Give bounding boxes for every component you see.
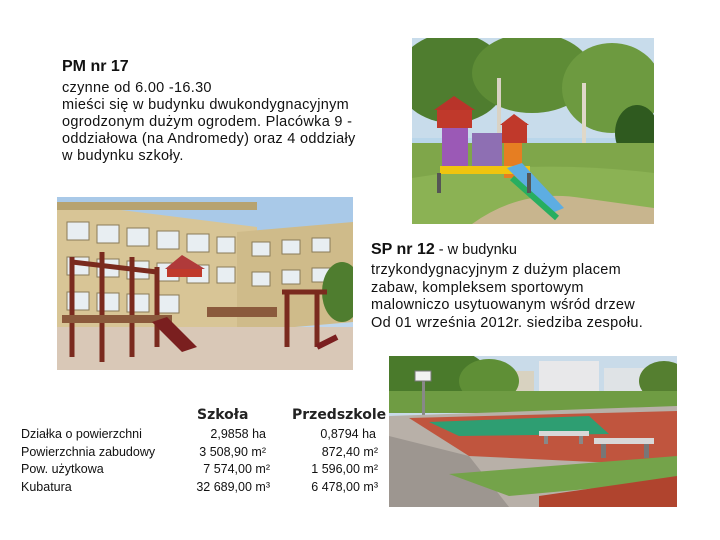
pm-line: w budynku szkoły. bbox=[62, 148, 184, 164]
sp-line: malowniczo usytuowanym wśród drzew bbox=[371, 297, 636, 313]
pm-description bbox=[62, 80, 356, 165]
school-value: 2,9858 ha bbox=[210, 427, 266, 441]
pm-line: oddziałowa (na Andromedy) oraz 4 oddziały bbox=[62, 131, 356, 147]
preschool-value: 1 596,00 m² bbox=[311, 462, 378, 476]
row-label: Działka o powierzchni bbox=[21, 427, 142, 441]
sp-title: SP nr 12 bbox=[371, 241, 435, 258]
pm-line: ogrodzonym dużym ogrodem. Placówka 9 - bbox=[62, 114, 353, 130]
pm-line: mieści się w budynku dwukondygnacyjnym bbox=[62, 97, 350, 113]
kindergarten-playground-photo bbox=[412, 38, 654, 224]
row-label: Powierzchnia zabudowy bbox=[21, 444, 156, 459]
sp-title-suffix: - w budynku bbox=[434, 242, 517, 258]
sports-field-photo bbox=[389, 356, 677, 507]
school-value: 7 574,00 m² bbox=[203, 462, 270, 476]
preschool-value: 6 478,00 m³ bbox=[311, 479, 378, 494]
preschool-value: 872,40 m² bbox=[321, 444, 378, 459]
sp-line: zabaw, kompleksem sportowym bbox=[371, 279, 584, 296]
sp-line: trzykondygnacyjnym z dużym placem bbox=[371, 262, 622, 278]
preschool-value: 0,8794 ha bbox=[320, 427, 376, 441]
column-header-preschool: Przedszkole bbox=[292, 407, 387, 423]
facility-table bbox=[0, 426, 390, 498]
school-building-photo bbox=[57, 197, 353, 370]
column-header-school: Szkoła bbox=[197, 407, 249, 423]
sp-line: Od 01 września 2012r. siedziba zespołu. bbox=[371, 314, 644, 331]
pm-line: czynne od 6.00 -16.30 bbox=[62, 80, 212, 96]
row-label: Pow. użytkowa bbox=[21, 462, 104, 476]
sp-description bbox=[371, 262, 643, 332]
school-value: 32 689,00 m³ bbox=[196, 479, 270, 494]
pm-title: PM nr 17 bbox=[62, 58, 129, 75]
sp-heading bbox=[371, 241, 517, 259]
school-value: 3 508,90 m² bbox=[199, 444, 266, 459]
row-label: Kubatura bbox=[21, 479, 72, 494]
